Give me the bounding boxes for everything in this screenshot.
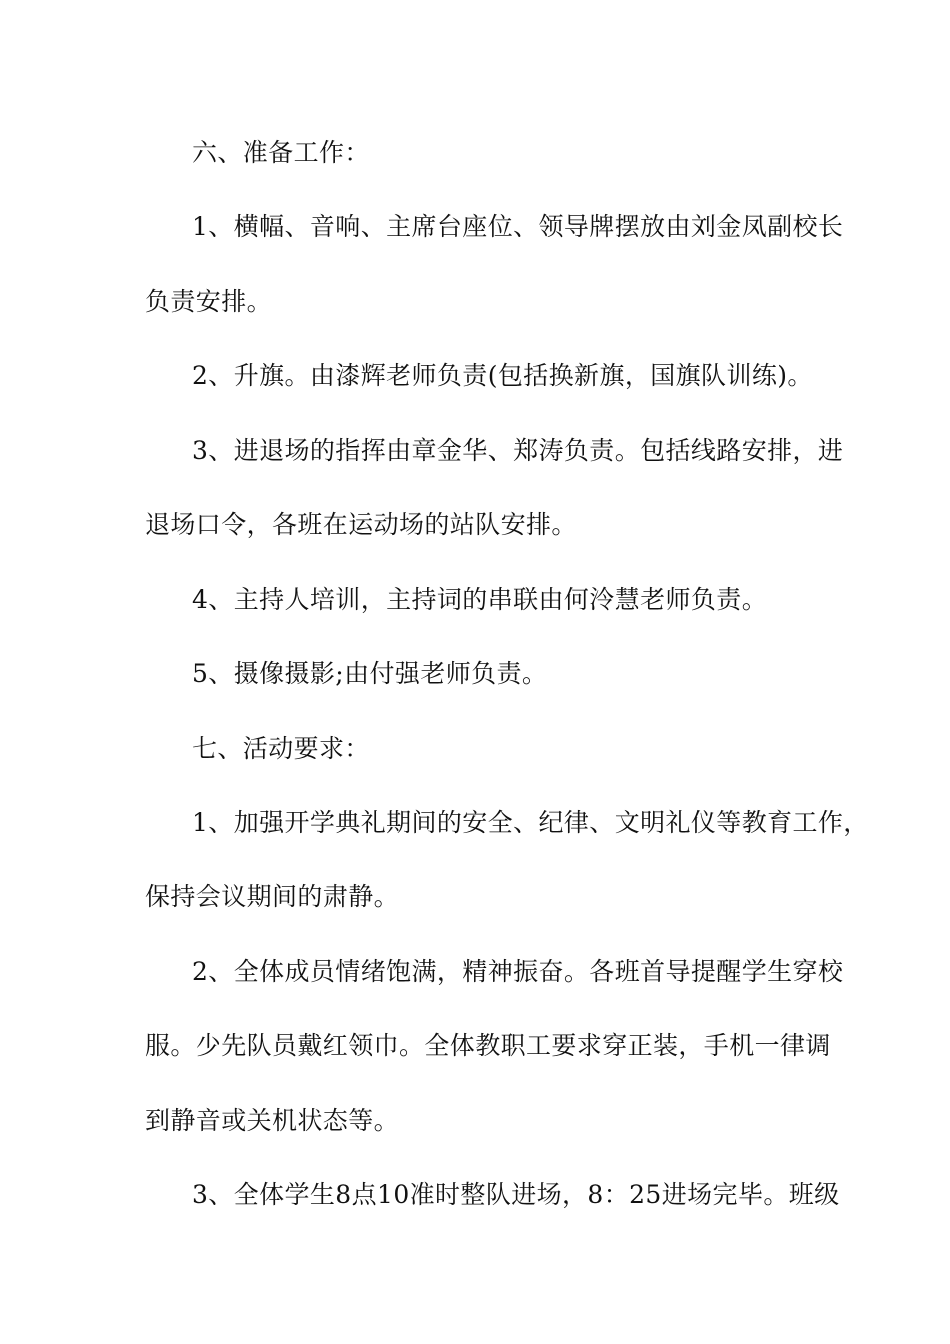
section-heading-preparation: 六、准备工作： — [192, 138, 370, 167]
paragraph-line: 4、主持人培训，主持词的串联由何泠慧老师负责。 — [192, 585, 768, 614]
paragraph-line: 到静音或关机状态等。 — [145, 1106, 400, 1135]
paragraph-line: 保持会议期间的肃静。 — [145, 882, 400, 911]
paragraph-line: 1、加强开学典礼期间的安全、纪律、文明礼仪等教育工作， — [192, 808, 869, 837]
section-heading-requirements: 七、活动要求： — [192, 734, 370, 763]
paragraph-line: 2、升旗。由漆辉老师负责(包括换新旗，国旗队训练)。 — [192, 361, 813, 390]
paragraph-line: 5、摄像摄影;由付强老师负责。 — [192, 659, 548, 688]
paragraph-line: 3、进退场的指挥由章金华、郑涛负责。包括线路安排，进 — [192, 436, 844, 465]
paragraph-line: 2、全体成员情绪饱满，精神振奋。各班首导提醒学生穿校 — [192, 957, 844, 986]
paragraph-line: 退场口令，各班在运动场的站队安排。 — [145, 510, 577, 539]
paragraph-line: 服。少先队员戴红领巾。全体教职工要求穿正装，手机一律调 — [145, 1031, 831, 1060]
paragraph-line: 3、全体学生8点10准时整队进场，8：25进场完毕。班级 — [192, 1180, 840, 1209]
paragraph-line: 负责安排。 — [145, 287, 273, 316]
paragraph-line: 1、横幅、音响、主席台座位、领导牌摆放由刘金凤副校长 — [192, 212, 844, 241]
